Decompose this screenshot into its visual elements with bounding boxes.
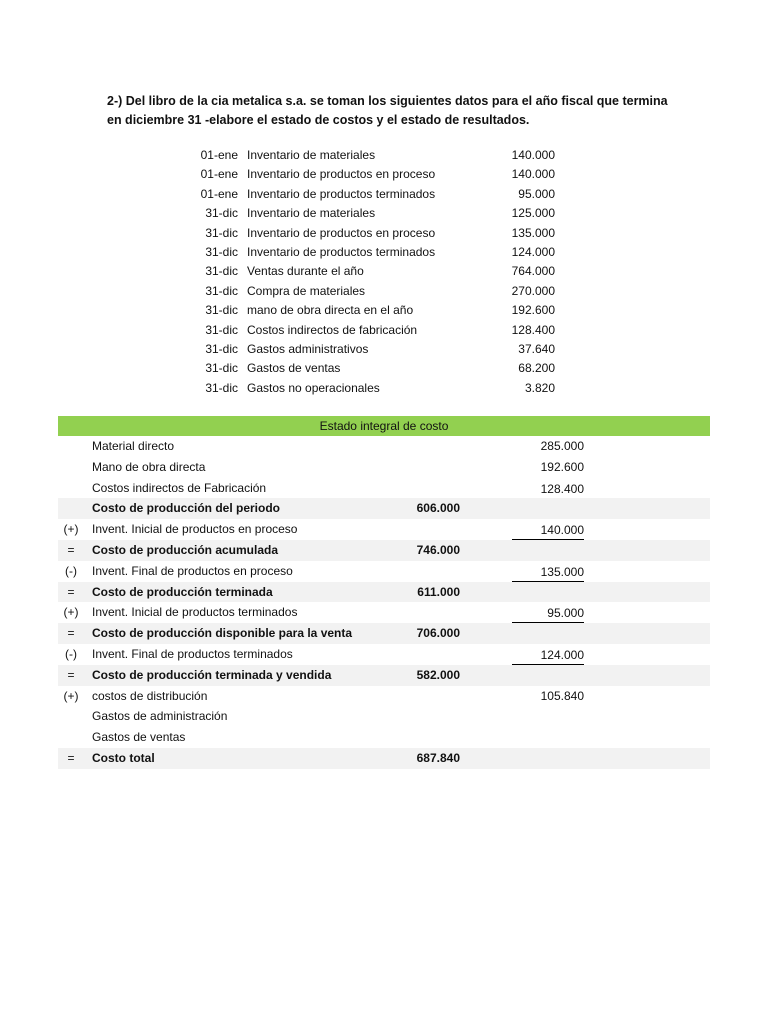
subtotal-amount: 606.000 — [416, 501, 460, 516]
operator-symbol: (-) — [65, 563, 77, 578]
data-date: 01-ene — [200, 186, 238, 201]
data-row — [190, 282, 570, 301]
statement-row — [58, 457, 710, 478]
data-row — [190, 301, 570, 320]
operator-symbol: (+) — [63, 605, 79, 620]
data-description: Gastos administrativos — [247, 341, 369, 356]
problem-line-1: 2-) Del libro de la cia metalica s.a. se toman los siguientes datos para el año fiscal que termina — [107, 94, 668, 108]
problem-statement — [107, 92, 707, 130]
subtotal-amount: 582.000 — [416, 667, 460, 682]
subtotal-amount: 687.840 — [416, 750, 460, 765]
line-amount: 105.840 — [540, 688, 584, 703]
data-date: 31-dic — [205, 361, 238, 376]
data-date: 31-dic — [205, 206, 238, 221]
data-amount: 37.640 — [518, 341, 555, 356]
data-amount: 764.000 — [511, 264, 555, 279]
data-row — [190, 379, 570, 398]
statement-row — [58, 706, 710, 727]
statement-row — [58, 623, 710, 644]
data-description: Costos indirectos de fabricación — [247, 322, 418, 337]
data-description: Inventario de productos en proceso — [247, 167, 436, 182]
line-amount: 124.000 — [512, 646, 584, 665]
line-amount: 135.000 — [512, 563, 584, 582]
data-description: Gastos no operacionales — [247, 380, 380, 395]
operator-symbol: = — [67, 542, 75, 557]
cost-statement-table — [58, 416, 710, 769]
statement-row — [58, 582, 710, 603]
row-label: Costo de producción disponible para la venta — [92, 626, 353, 641]
data-date: 31-dic — [205, 322, 238, 337]
data-amount: 128.400 — [511, 322, 555, 337]
statement-row — [58, 519, 710, 540]
data-amount: 124.000 — [511, 244, 555, 259]
row-label: Costo de producción terminada — [92, 584, 273, 599]
problem-line-2: en diciembre 31 -elabore el estado de costos y el estado de resultados. — [107, 113, 530, 127]
line-amount: 95.000 — [512, 604, 584, 623]
statement-row — [58, 644, 710, 665]
statement-row — [58, 478, 710, 499]
data-date: 31-dic — [205, 264, 238, 279]
data-row — [190, 224, 570, 243]
subtotal-amount: 746.000 — [416, 542, 460, 557]
row-label: Gastos de administración — [92, 709, 228, 724]
data-row — [190, 359, 570, 378]
data-row — [190, 204, 570, 223]
statement-row — [58, 686, 710, 707]
data-amount: 140.000 — [511, 167, 555, 182]
operator-symbol: = — [67, 667, 75, 682]
line-amount: 192.600 — [540, 459, 584, 474]
data-amount: 3.820 — [524, 380, 555, 395]
data-description: Inventario de productos terminados — [247, 186, 436, 201]
row-label: costos de distribución — [92, 688, 208, 703]
line-amount: 285.000 — [540, 439, 584, 453]
data-row — [190, 340, 570, 359]
data-amount: 95.000 — [518, 186, 555, 201]
data-description: Ventas durante el año — [247, 264, 364, 279]
statement-row — [58, 748, 710, 769]
data-date: 31-dic — [205, 244, 238, 259]
data-date: 31-dic — [205, 303, 238, 318]
row-label: Invent. Inicial de productos en proceso — [92, 522, 298, 537]
row-label: Invent. Final de productos en proceso — [92, 563, 293, 578]
operator-symbol: = — [67, 750, 75, 765]
data-date: 01-ene — [200, 167, 238, 182]
data-description: mano de obra directa en el año — [247, 303, 414, 318]
data-date: 31-dic — [205, 283, 238, 298]
line-amount: 128.400 — [512, 480, 584, 499]
cost-statement-rows — [58, 436, 710, 769]
data-row — [190, 262, 570, 281]
row-label: Costo de producción terminada y vendida — [92, 667, 332, 682]
data-description: Inventario de materiales — [247, 148, 376, 162]
data-description: Gastos de ventas — [247, 361, 341, 376]
operator-symbol: (+) — [63, 688, 79, 703]
data-amount: 135.000 — [511, 225, 555, 240]
statement-row — [58, 540, 710, 561]
subtotal-amount: 611.000 — [417, 584, 460, 599]
data-date: 31-dic — [205, 225, 238, 240]
data-row — [190, 321, 570, 340]
operator-symbol: = — [67, 626, 75, 641]
data-description: Compra de materiales — [247, 283, 366, 298]
data-date: 31-dic — [205, 341, 238, 356]
operator-symbol: = — [67, 584, 75, 599]
row-label: Costo total — [92, 750, 155, 765]
data-description: Inventario de productos en proceso — [247, 225, 436, 240]
row-label: Costo de producción acumulada — [92, 542, 279, 557]
row-label: Material directo — [92, 439, 175, 453]
row-label: Costos indirectos de Fabricación — [92, 480, 267, 495]
row-label: Mano de obra directa — [92, 459, 206, 474]
statement-row — [58, 561, 710, 582]
data-amount: 270.000 — [511, 283, 555, 298]
data-description: Inventario de materiales — [247, 206, 376, 221]
row-label: Invent. Inicial de productos terminados — [92, 605, 298, 620]
data-row — [190, 185, 570, 204]
data-amount: 140.000 — [511, 148, 555, 162]
data-date: 01-ene — [200, 148, 238, 162]
data-description: Inventario de productos terminados — [247, 244, 436, 259]
statement-row — [58, 665, 710, 686]
subtotal-amount: 706.000 — [416, 626, 460, 641]
row-label: Costo de producción del periodo — [92, 501, 281, 516]
row-label: Invent. Final de productos terminados — [92, 646, 293, 661]
data-amount: 192.600 — [511, 303, 555, 318]
data-amount: 68.200 — [518, 361, 555, 376]
line-amount: 140.000 — [512, 521, 584, 540]
statement-row — [58, 727, 710, 748]
data-row — [190, 165, 570, 184]
statement-row — [58, 436, 710, 457]
data-date: 31-dic — [205, 380, 238, 395]
cost-statement-title: Estado integral de costo — [58, 416, 710, 436]
statement-row — [58, 498, 710, 519]
data-amount: 125.000 — [511, 206, 555, 221]
given-data-list — [190, 146, 570, 398]
operator-symbol: (+) — [63, 522, 79, 537]
data-row — [190, 243, 570, 262]
row-label: Gastos de ventas — [92, 730, 186, 745]
data-row — [190, 146, 570, 165]
operator-symbol: (-) — [65, 646, 77, 661]
statement-row — [58, 602, 710, 623]
